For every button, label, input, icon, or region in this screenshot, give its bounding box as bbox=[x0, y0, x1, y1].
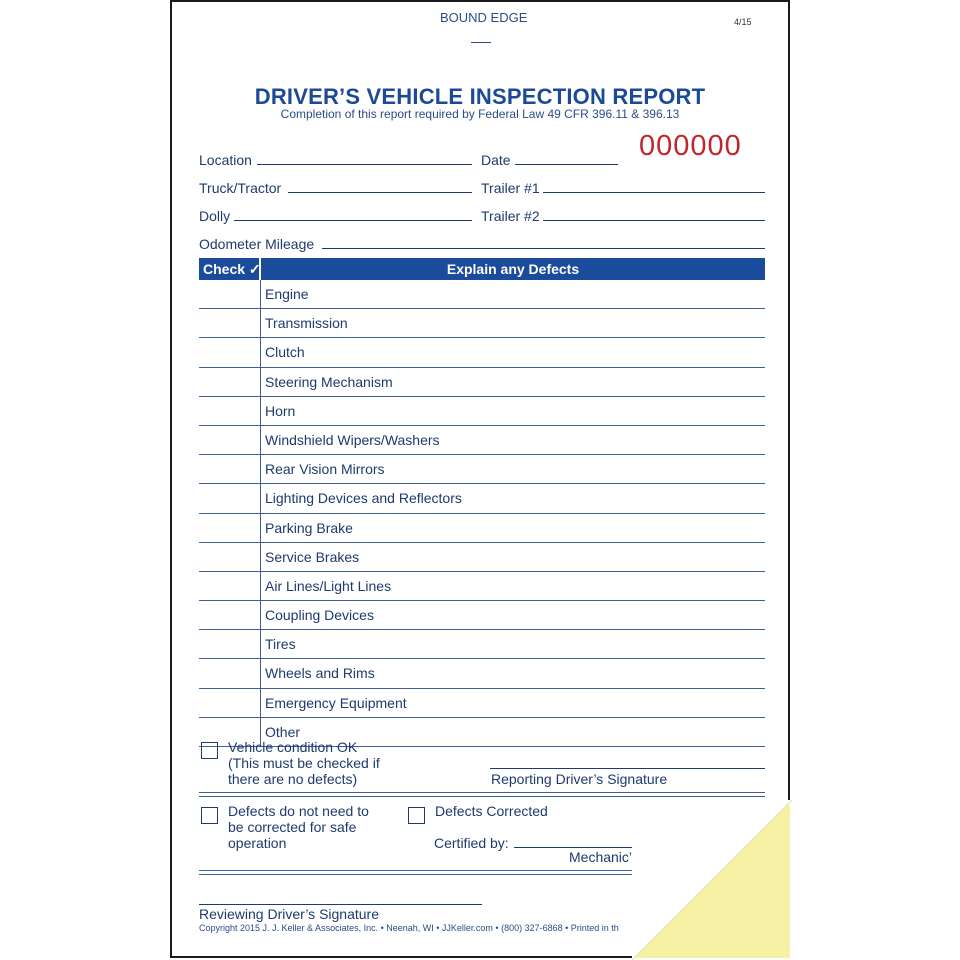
bound-edge-label: BOUND EDGE bbox=[440, 10, 528, 25]
check-cell[interactable] bbox=[199, 338, 261, 366]
vehicle-ok-line: Vehicle condition OK bbox=[228, 739, 358, 755]
reporting-signature-label: Reporting Driver’s Signature bbox=[491, 771, 668, 787]
item-label: Service Brakes bbox=[265, 548, 360, 565]
table-row bbox=[199, 426, 765, 455]
table-row bbox=[199, 368, 765, 397]
bound-edge-mark bbox=[471, 42, 491, 43]
check-cell[interactable] bbox=[199, 572, 261, 600]
item-label: Clutch bbox=[265, 344, 305, 361]
check-cell[interactable] bbox=[199, 689, 261, 717]
table-row bbox=[199, 572, 765, 601]
check-cell[interactable] bbox=[199, 455, 261, 483]
defects-corrected-label: Defects Corrected bbox=[435, 803, 548, 819]
odometer-label: Odometer Mileage bbox=[199, 236, 315, 252]
carbon-copy-corner bbox=[632, 800, 792, 960]
table-row bbox=[199, 601, 765, 630]
dolly-field[interactable] bbox=[234, 220, 472, 221]
dolly-label: Dolly bbox=[199, 208, 231, 224]
table-row bbox=[199, 280, 765, 309]
date-field[interactable] bbox=[515, 164, 618, 165]
table-row bbox=[199, 689, 765, 718]
defects-column-header: Explain any Defects bbox=[446, 261, 580, 277]
form-subtitle: Completion of this report required by Federal Law 49 CFR 396.11 & 396.13 bbox=[280, 107, 680, 121]
no-correction-line: operation bbox=[228, 835, 287, 851]
check-cell[interactable] bbox=[199, 659, 261, 687]
check-cell[interactable] bbox=[199, 309, 261, 337]
table-row bbox=[199, 659, 765, 688]
item-label: Coupling Devices bbox=[265, 607, 374, 624]
check-column-header: Check ✓ bbox=[199, 258, 261, 280]
check-cell[interactable] bbox=[199, 426, 261, 454]
table-row bbox=[199, 514, 765, 543]
mechanic-signature-label: Mechanic’ bbox=[569, 849, 633, 865]
truck-tractor-label: Truck/Tractor bbox=[199, 180, 282, 196]
item-label: Transmission bbox=[265, 315, 348, 332]
odometer-field[interactable] bbox=[322, 248, 765, 249]
check-cell[interactable] bbox=[199, 397, 261, 425]
check-cell[interactable] bbox=[199, 484, 261, 512]
vehicle-ok-note: (This must be checked if bbox=[228, 755, 380, 771]
table-row bbox=[199, 484, 765, 513]
location-field[interactable] bbox=[257, 164, 472, 165]
item-label: Tires bbox=[265, 636, 296, 653]
trailer2-field[interactable] bbox=[543, 220, 765, 221]
trailer1-field[interactable] bbox=[543, 192, 765, 193]
serial-number: 000000 bbox=[639, 130, 742, 162]
item-label: Other bbox=[265, 723, 301, 740]
item-label: Windshield Wipers/Washers bbox=[265, 431, 440, 448]
date-label: Date bbox=[481, 152, 511, 168]
revision-code: 4/15 bbox=[734, 17, 752, 27]
item-label: Engine bbox=[265, 286, 309, 302]
vehicle-ok-checkbox[interactable] bbox=[201, 742, 218, 759]
table-row bbox=[199, 397, 765, 426]
location-label: Location bbox=[199, 152, 252, 168]
form-title: DRIVER’S VEHICLE INSPECTION REPORT bbox=[254, 84, 706, 109]
trailer2-label: Trailer #2 bbox=[481, 208, 540, 224]
check-cell[interactable] bbox=[199, 543, 261, 571]
item-label: Parking Brake bbox=[265, 519, 353, 536]
item-label: Air Lines/Light Lines bbox=[265, 577, 392, 594]
item-label: Steering Mechanism bbox=[265, 373, 393, 390]
item-label: Rear Vision Mirrors bbox=[265, 461, 385, 478]
table-row bbox=[199, 455, 765, 484]
table-row bbox=[199, 338, 765, 367]
item-label: Wheels and Rims bbox=[265, 665, 375, 682]
no-correction-text bbox=[228, 803, 369, 851]
defects-table-header bbox=[199, 258, 765, 280]
table-row bbox=[199, 309, 765, 338]
reporting-signature-field[interactable] bbox=[490, 768, 765, 769]
item-label: Lighting Devices and Reflectors bbox=[265, 490, 462, 507]
check-cell[interactable] bbox=[199, 514, 261, 542]
vehicle-ok-note: there are no defects) bbox=[228, 771, 358, 787]
check-cell[interactable] bbox=[199, 601, 261, 629]
item-label: Emergency Equipment bbox=[265, 694, 407, 711]
check-cell[interactable] bbox=[199, 630, 261, 658]
check-cell[interactable] bbox=[199, 280, 261, 308]
section-divider bbox=[199, 792, 765, 797]
table-row bbox=[199, 543, 765, 572]
reviewing-signature-label: Reviewing Driver’s Signature bbox=[199, 906, 380, 922]
trailer1-label: Trailer #1 bbox=[481, 180, 540, 196]
no-correction-line: Defects do not need to bbox=[228, 803, 369, 819]
defects-table bbox=[199, 280, 765, 747]
check-cell[interactable] bbox=[199, 368, 261, 396]
reviewing-signature-field[interactable] bbox=[199, 904, 482, 905]
no-correction-line: be corrected for safe bbox=[228, 819, 357, 835]
vehicle-ok-text bbox=[228, 739, 380, 787]
item-label: Horn bbox=[265, 402, 296, 419]
truck-tractor-field[interactable] bbox=[288, 192, 472, 193]
copyright-footer: Copyright 2015 J. J. Keller & Associates, Inc. • Neenah, WI • JJKeller.com • (800) 327-6868 • Printed in th bbox=[199, 923, 619, 933]
certified-by-label: Certified by: bbox=[434, 835, 509, 851]
defects-corrected-checkbox[interactable] bbox=[408, 807, 425, 824]
table-row bbox=[199, 630, 765, 659]
no-correction-checkbox[interactable] bbox=[201, 807, 218, 824]
